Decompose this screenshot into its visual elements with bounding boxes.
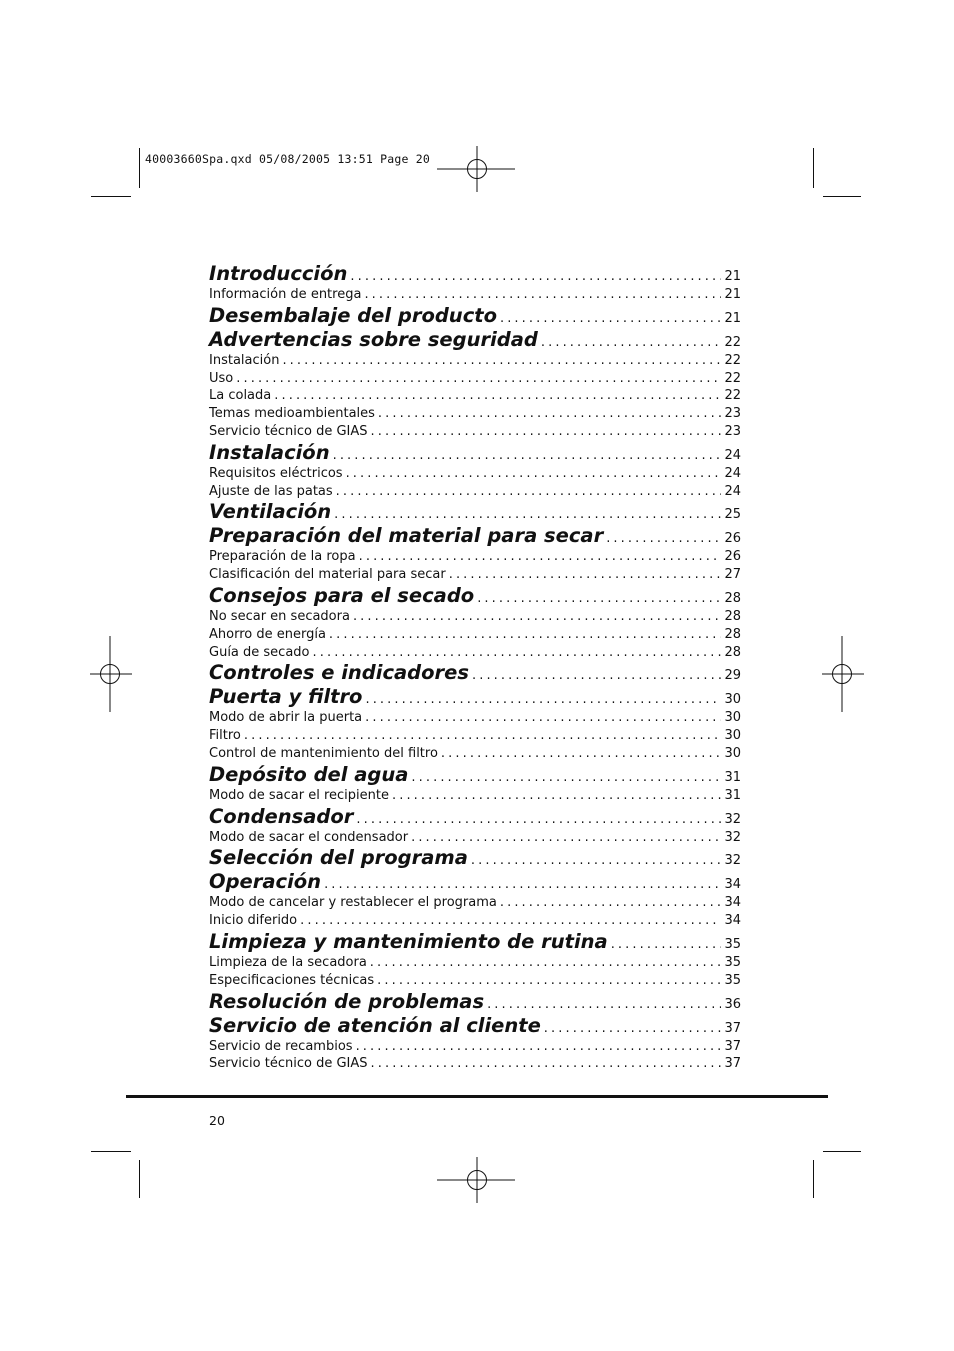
toc-entry-page: 28 bbox=[724, 590, 741, 606]
toc-dot-leader bbox=[441, 745, 722, 763]
toc-entry-page: 23 bbox=[724, 423, 741, 439]
toc-subsection-entry bbox=[209, 483, 741, 501]
toc-subsection-entry bbox=[209, 548, 741, 566]
toc-entry-title: Instalación bbox=[209, 352, 280, 368]
crop-mark bbox=[91, 1151, 131, 1152]
toc-entry-page: 25 bbox=[724, 507, 741, 523]
toc-entry-page: 35 bbox=[724, 936, 741, 952]
toc-dot-leader bbox=[411, 829, 721, 847]
toc-entry-title: Puerta y filtro bbox=[209, 685, 363, 709]
toc-entry-title: Condensador bbox=[209, 804, 354, 828]
toc-dot-leader bbox=[364, 286, 721, 304]
toc-entry-title: Preparación de la ropa bbox=[209, 549, 356, 565]
toc-entry-page: 26 bbox=[724, 549, 741, 565]
crop-mark bbox=[813, 148, 814, 188]
toc-section-entry bbox=[209, 328, 741, 352]
toc-entry-title: Instalación bbox=[209, 440, 330, 464]
toc-entry-page: 28 bbox=[724, 644, 741, 660]
toc-entry-page: 37 bbox=[724, 1056, 741, 1072]
toc-entry-page: 21 bbox=[724, 269, 741, 284]
toc-entry-title: Ahorro de energía bbox=[209, 626, 326, 642]
toc-entry-page: 31 bbox=[724, 769, 741, 785]
toc-subsection-entry bbox=[209, 465, 741, 483]
toc-subsection-entry bbox=[209, 745, 741, 763]
toc-dot-leader bbox=[370, 954, 722, 972]
toc-entry-title: Controles e indicadores bbox=[209, 661, 469, 685]
toc-entry-title: No secar en secadora bbox=[209, 608, 350, 624]
toc-subsection-entry bbox=[209, 727, 741, 745]
toc-entry-title: Consejos para el secado bbox=[209, 583, 475, 607]
toc-subsection-entry bbox=[209, 286, 741, 304]
toc-entry-title: Control de mantenimiento del filtro bbox=[209, 745, 438, 761]
toc-entry-title: Depósito del agua bbox=[209, 762, 409, 786]
toc-entry-page: 34 bbox=[724, 877, 741, 893]
toc-section-entry bbox=[209, 990, 741, 1014]
toc-subsection-entry bbox=[209, 626, 741, 644]
toc-entry-page: 29 bbox=[724, 668, 741, 684]
toc-subsection-entry bbox=[209, 912, 741, 930]
toc-entry-page: 24 bbox=[724, 465, 741, 481]
toc-entry-title: Guía de secado bbox=[209, 644, 310, 660]
toc-entry-page: 37 bbox=[724, 1020, 741, 1036]
toc-subsection-entry bbox=[209, 370, 741, 388]
toc-entry-page: 34 bbox=[724, 895, 741, 911]
toc-section-entry bbox=[209, 805, 741, 829]
toc-entry-page: 32 bbox=[724, 811, 741, 827]
toc-section-entry bbox=[209, 1014, 741, 1038]
toc-section-entry bbox=[209, 846, 741, 870]
toc-entry-page: 37 bbox=[724, 1038, 741, 1054]
toc-entry-page: 30 bbox=[724, 692, 741, 708]
toc-entry-page: 22 bbox=[724, 370, 741, 386]
toc-entry-page: 28 bbox=[724, 626, 741, 642]
toc-subsection-entry bbox=[209, 709, 741, 727]
toc-entry-title: Limpieza y mantenimiento de rutina bbox=[209, 929, 608, 953]
toc-entry-title: Modo de abrir la puerta bbox=[209, 710, 363, 726]
toc-entry-title: Operación bbox=[209, 870, 322, 894]
crop-mark bbox=[823, 196, 861, 197]
toc-entry-title: Ajuste de las patas bbox=[209, 483, 333, 499]
toc-dot-leader bbox=[244, 727, 722, 745]
toc-dot-leader bbox=[371, 423, 722, 441]
toc-dot-leader bbox=[449, 566, 722, 584]
toc-entry-title: Servicio técnico de GIAS bbox=[209, 1056, 368, 1072]
toc-subsection-entry bbox=[209, 829, 741, 847]
toc-subsection-entry bbox=[209, 972, 741, 990]
toc-entry-title: Preparación del material para secar bbox=[209, 524, 604, 548]
toc-dot-leader bbox=[336, 483, 722, 501]
toc-subsection-entry bbox=[209, 387, 741, 405]
crop-mark bbox=[813, 1160, 814, 1198]
toc-subsection-entry bbox=[209, 405, 741, 423]
toc-entry-title: Resolución de problemas bbox=[209, 989, 485, 1013]
crop-mark bbox=[91, 196, 131, 197]
toc-entry-page: 23 bbox=[724, 406, 741, 422]
toc-entry-page: 24 bbox=[724, 483, 741, 499]
toc-entry-title: Información de entrega bbox=[209, 287, 362, 302]
toc-dot-leader bbox=[500, 894, 722, 912]
toc-entry-title: Filtro bbox=[209, 728, 241, 744]
toc-dot-leader bbox=[236, 370, 721, 388]
crop-mark bbox=[139, 1160, 140, 1198]
toc-dot-leader bbox=[282, 352, 721, 370]
toc-entry-title: Selección del programa bbox=[209, 846, 468, 870]
toc-entry-page: 22 bbox=[724, 352, 741, 368]
toc-section-entry bbox=[209, 685, 741, 709]
toc-entry-page: 21 bbox=[724, 287, 741, 302]
toc-section-entry bbox=[209, 500, 741, 524]
toc-subsection-entry bbox=[209, 1055, 741, 1073]
toc-entry-page: 24 bbox=[724, 447, 741, 463]
toc-entry-title: Clasificación del material para secar bbox=[209, 567, 446, 583]
toc-dot-leader bbox=[329, 626, 722, 644]
toc-dot-leader bbox=[356, 1038, 722, 1056]
toc-subsection-entry bbox=[209, 1038, 741, 1056]
toc-section-entry bbox=[209, 524, 741, 548]
toc-subsection-entry bbox=[209, 644, 741, 662]
crop-mark bbox=[823, 1151, 861, 1152]
toc-section-entry bbox=[209, 763, 741, 787]
toc-entry-page: 22 bbox=[724, 334, 741, 350]
toc-entry-page: 32 bbox=[724, 853, 741, 869]
toc-section-entry bbox=[209, 930, 741, 954]
toc-entry-page: 36 bbox=[724, 996, 741, 1012]
toc-dot-leader bbox=[471, 849, 722, 873]
toc-entry-page: 35 bbox=[724, 972, 741, 988]
toc-entry-title: Uso bbox=[209, 370, 234, 386]
toc-entry-page: 26 bbox=[724, 531, 741, 547]
toc-subsection-entry bbox=[209, 608, 741, 626]
toc-entry-page: 28 bbox=[724, 608, 741, 624]
toc-dot-leader bbox=[392, 787, 721, 805]
crop-mark bbox=[139, 148, 140, 188]
toc-section-entry bbox=[209, 584, 741, 608]
toc-section-entry bbox=[209, 870, 741, 894]
toc-entry-title: Limpieza de la secadora bbox=[209, 954, 367, 970]
toc-entry-title: Inicio diferido bbox=[209, 913, 298, 929]
toc-entry-title: Servicio técnico de GIAS bbox=[209, 423, 368, 439]
toc-dot-leader bbox=[472, 664, 721, 688]
toc-entry-page: 35 bbox=[724, 954, 741, 970]
toc-dot-leader bbox=[313, 644, 722, 662]
toc-entry-page: 34 bbox=[724, 913, 741, 929]
toc-section-entry bbox=[209, 262, 741, 286]
toc-entry-title: Ventilación bbox=[209, 500, 332, 524]
toc-subsection-entry bbox=[209, 954, 741, 972]
toc-dot-leader bbox=[346, 465, 722, 483]
toc-entry-title: Modo de sacar el condensador bbox=[209, 829, 409, 845]
toc-entry-title: Temas medioambientales bbox=[209, 406, 375, 422]
toc-entry-title: Modo de cancelar y restablecer el programa bbox=[209, 895, 497, 911]
toc-subsection-entry bbox=[209, 423, 741, 441]
toc-entry-page: 27 bbox=[724, 567, 741, 583]
toc-entry-title: La colada bbox=[209, 388, 272, 404]
toc-section-entry bbox=[209, 304, 741, 328]
toc-dot-leader bbox=[377, 972, 721, 990]
page-number: 20 bbox=[209, 1113, 225, 1128]
toc-entry-page: 30 bbox=[724, 728, 741, 744]
footer-rule bbox=[126, 1095, 828, 1098]
toc-dot-leader bbox=[274, 387, 721, 405]
toc-entry-title: Requisitos eléctricos bbox=[209, 465, 343, 481]
registration-mark-icon bbox=[437, 1157, 517, 1203]
toc-subsection-entry bbox=[209, 894, 741, 912]
registration-mark-icon bbox=[437, 146, 517, 192]
toc-entry-title: Introducción bbox=[209, 262, 348, 285]
toc-entry-page: 30 bbox=[724, 745, 741, 761]
registration-mark-icon bbox=[822, 636, 864, 712]
toc-entry-title: Desembalaje del producto bbox=[209, 303, 497, 327]
print-slug: 40003660Spa.qxd 05/08/2005 13:51 Page 20 bbox=[145, 152, 430, 166]
toc-entry-title: Servicio de atención al cliente bbox=[209, 1013, 541, 1037]
toc-entry-page: 31 bbox=[724, 787, 741, 803]
toc-dot-leader bbox=[353, 608, 722, 626]
toc-dot-leader bbox=[300, 912, 721, 930]
toc-dot-leader bbox=[371, 1055, 722, 1073]
toc-subsection-entry bbox=[209, 787, 741, 805]
toc-subsection-entry bbox=[209, 566, 741, 584]
toc-dot-leader bbox=[359, 548, 722, 566]
toc-entry-title: Especificaciones técnicas bbox=[209, 972, 375, 988]
toc-entry-title: Advertencias sobre seguridad bbox=[209, 327, 538, 351]
toc-dot-leader bbox=[378, 405, 722, 423]
toc-entry-page: 32 bbox=[724, 829, 741, 845]
toc-entry-title: Servicio de recambios bbox=[209, 1038, 353, 1054]
toc-subsection-entry bbox=[209, 352, 741, 370]
toc-section-entry bbox=[209, 441, 741, 465]
toc-entry-page: 21 bbox=[724, 310, 741, 326]
toc-entry-page: 22 bbox=[724, 388, 741, 404]
toc-entry-page: 30 bbox=[724, 710, 741, 726]
registration-mark-icon bbox=[90, 636, 132, 712]
toc-dot-leader bbox=[365, 709, 721, 727]
toc-entry-title: Modo de sacar el recipiente bbox=[209, 787, 389, 803]
toc-section-entry bbox=[209, 661, 741, 685]
table-of-contents bbox=[209, 262, 741, 1073]
